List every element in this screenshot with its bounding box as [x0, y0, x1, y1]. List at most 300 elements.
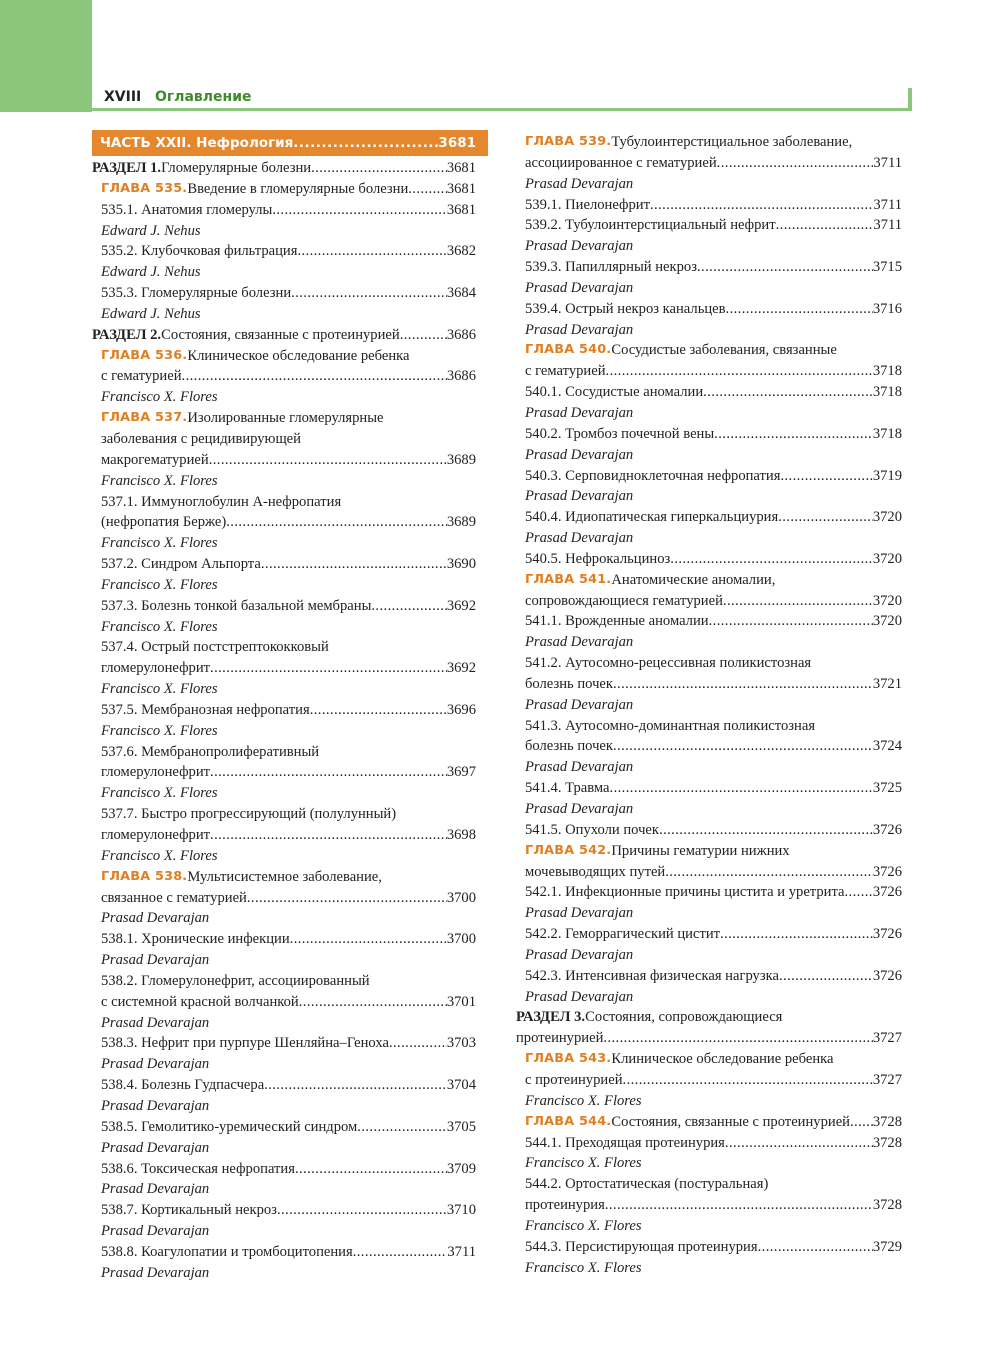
toc-entry-title: 544.2. Ортостатическая (постуральная): [525, 1176, 769, 1193]
toc-entry[interactable]: [516, 674, 902, 695]
toc-author: [516, 945, 902, 966]
dot-leader: [778, 507, 873, 528]
toc-entry-title: 540.4. Идиопатическая гиперкальциурия: [525, 509, 779, 526]
dot-leader: [226, 512, 447, 533]
dot-leader: [371, 596, 446, 617]
toc-entry[interactable]: [92, 971, 476, 992]
toc-entry-number: РАЗДЕЛ 3.: [516, 1009, 586, 1026]
toc-entry[interactable]: [92, 512, 476, 533]
toc-entry-number: ГЛАВА 540.: [525, 342, 612, 358]
dot-leader: [272, 200, 447, 221]
toc-entry-title: протеинурия: [525, 1197, 605, 1214]
toc-page-number: 3704: [446, 1077, 476, 1094]
dot-leader: [613, 674, 873, 695]
toc-author: [92, 1263, 476, 1284]
toc-author-name: Prasad Devarajan: [525, 801, 634, 817]
toc-entry-number: ГЛАВА 542.: [525, 842, 612, 858]
toc-author: [92, 846, 476, 867]
toc-chapter[interactable]: [516, 132, 902, 153]
toc-author: [92, 1054, 476, 1075]
toc-entry-title: с гематурией: [101, 368, 182, 385]
toc-chapter[interactable]: [516, 1112, 902, 1133]
toc-entry[interactable]: [92, 596, 476, 617]
toc-chapter[interactable]: [516, 1049, 902, 1070]
toc-entry[interactable]: [516, 862, 902, 883]
dot-leader: [247, 888, 447, 909]
toc-page-number: 3701: [446, 993, 476, 1010]
toc-page-number: 3711: [873, 196, 902, 213]
toc-entry-title: гломерулонефрит: [101, 827, 211, 843]
toc-page-number: 3719: [872, 467, 902, 484]
toc-author: [516, 799, 902, 820]
dot-leader: [400, 325, 447, 346]
toc-entry[interactable]: [516, 611, 902, 632]
toc-entry-title: 535.1. Анатомия гломерулы: [101, 201, 273, 218]
dot-leader: [613, 736, 873, 757]
dot-leader: [725, 1133, 873, 1154]
toc-chapter[interactable]: [516, 340, 902, 361]
part-heading-page: 3681: [438, 135, 476, 151]
toc-section[interactable]: [516, 1028, 902, 1049]
toc-author: [516, 632, 902, 653]
dot-leader: [295, 1159, 447, 1180]
toc-entry-title: 539.1. Пиелонефрит: [525, 196, 650, 213]
toc-entry-title: связанное с гематурией: [101, 889, 247, 906]
toc-chapter[interactable]: [516, 841, 902, 862]
toc-author: [516, 236, 902, 257]
toc-author: [516, 445, 902, 466]
toc-author-name: Prasad Devarajan: [525, 404, 634, 421]
toc-section[interactable]: [516, 1007, 902, 1028]
toc-entry[interactable]: [516, 215, 902, 236]
toc-author: [92, 471, 476, 492]
dot-leader: [670, 549, 873, 570]
toc-author-name: Prasad Devarajan: [101, 1264, 210, 1281]
toc-author: [516, 1258, 902, 1279]
toc-entry-title: 541.3. Аутосомно-доминантная поликистозная: [525, 717, 816, 734]
toc-entry-title: заболевания с рецидивирующей: [101, 430, 301, 447]
dot-leader: [697, 257, 873, 278]
dot-leader: [717, 153, 874, 174]
toc-entry[interactable]: [516, 153, 902, 174]
toc-entry[interactable]: [92, 658, 476, 679]
dot-leader: [209, 450, 447, 471]
toc-author-name: Prasad Devarajan: [525, 488, 634, 505]
toc-author: [516, 174, 902, 195]
toc-author-name: Prasad Devarajan: [101, 1181, 210, 1198]
toc-author-name: Francisco X. Flores: [101, 785, 218, 802]
toc-page-number: 3681: [446, 180, 476, 197]
dot-leader: [665, 862, 873, 883]
header-rule-end: [908, 88, 912, 111]
toc-entry-title: с системной красной волчанкой: [101, 993, 299, 1010]
toc-author-name: Prasad Devarajan: [525, 634, 634, 651]
toc-entry-title: 542.2. Геморрагический цистит: [525, 926, 721, 943]
toc-entry-number: ГЛАВА 535.: [101, 180, 188, 196]
toc-author-name: Prasad Devarajan: [525, 446, 634, 463]
toc-entry-title: Клиническое обследование ребенка: [611, 1051, 834, 1068]
dot-leader: [297, 241, 446, 262]
toc-author-name: Prasad Devarajan: [101, 1014, 210, 1031]
toc-entry-title: 537.5. Мембранозная нефропатия: [101, 701, 310, 718]
dot-leader: [353, 1242, 448, 1263]
dot-leader: [290, 929, 447, 950]
toc-entry[interactable]: [92, 700, 476, 721]
toc-entry[interactable]: [92, 241, 476, 262]
toc-entry-title: Введение в гломерулярные болезни: [187, 180, 409, 197]
dot-leader: [659, 820, 873, 841]
toc-entry[interactable]: [516, 778, 902, 799]
toc-author-name: Prasad Devarajan: [101, 1139, 210, 1156]
toc-author: [92, 1096, 476, 1117]
toc-author-name: Prasad Devarajan: [525, 321, 634, 338]
toc-author: [92, 950, 476, 971]
toc-entry-title: Клиническое обследование ребенка: [187, 347, 410, 364]
toc-entry[interactable]: [92, 366, 476, 387]
toc-page-number: 3718: [872, 384, 902, 401]
toc-page-number: 3711: [873, 217, 902, 234]
green-corner-tab: [0, 0, 92, 112]
page-number: XVIII: [104, 89, 142, 105]
toc-entry[interactable]: [516, 1237, 902, 1258]
toc-entry[interactable]: [92, 825, 476, 846]
toc-author: [92, 387, 476, 408]
part-heading-leader: [293, 130, 438, 156]
toc-entry-title: гломерулонефрит: [101, 660, 211, 677]
toc-entry-number: ГЛАВА 538.: [101, 868, 188, 884]
toc-entry[interactable]: [92, 1242, 476, 1263]
toc-entry-title: 538.6. Токсическая нефропатия: [101, 1160, 295, 1177]
toc-author: [92, 679, 476, 700]
toc-entry-title: с протеинурией: [525, 1071, 623, 1088]
toc-author-name: Francisco X. Flores: [101, 722, 218, 739]
toc-author: [516, 528, 902, 549]
toc-author: [516, 1091, 902, 1112]
dot-leader: [603, 1028, 872, 1049]
dot-leader: [845, 882, 873, 903]
toc-page-number: 3726: [872, 884, 902, 901]
toc-author-name: Prasad Devarajan: [525, 696, 634, 713]
toc-entry-title: 540.1. Сосудистые аномалии: [525, 384, 704, 401]
toc-entry[interactable]: [516, 653, 902, 674]
toc-page-number: 3720: [872, 613, 902, 630]
toc-entry-number: ГЛАВА 537.: [101, 410, 188, 426]
dot-leader: [709, 611, 873, 632]
toc-entry[interactable]: [516, 507, 902, 528]
toc-entry[interactable]: [516, 820, 902, 841]
toc-author: [92, 575, 476, 596]
toc-entry[interactable]: [92, 742, 476, 763]
toc-entry-title: 540.5. Нефрокальциноз: [525, 550, 671, 567]
toc-entry[interactable]: [92, 929, 476, 950]
toc-author-name: Francisco X. Flores: [525, 1259, 642, 1276]
toc-page-number: 3696: [446, 701, 476, 718]
toc-entry[interactable]: [92, 762, 476, 783]
page-title: Оглавление: [155, 89, 252, 105]
toc-entry[interactable]: [92, 637, 476, 658]
toc-page-number: 3728: [872, 1134, 902, 1151]
toc-entry-title: 537.1. Иммуноглобулин А-нефропатия: [101, 493, 342, 510]
toc-entry-number: ГЛАВА 544.: [525, 1113, 612, 1129]
dot-leader: [726, 299, 873, 320]
toc-author: [516, 1153, 902, 1174]
toc-entry-number: ГЛАВА 539.: [525, 134, 612, 149]
dot-leader: [299, 992, 447, 1013]
toc-page-number: 3728: [872, 1113, 902, 1130]
toc-author: [92, 304, 476, 325]
toc-page-number: 3682: [446, 243, 476, 260]
toc-page-number: 3727: [872, 1071, 902, 1088]
toc-entry-title: 542.1. Инфекционные причины цистита и уретрита: [525, 884, 845, 901]
toc-author: [92, 721, 476, 742]
toc-entry-number: РАЗДЕЛ 1.: [92, 160, 162, 176]
toc-entry-title: Причины гематурии нижних: [611, 842, 790, 859]
toc-entry-number: ГЛАВА 543.: [525, 1051, 612, 1067]
toc-entry-title: (нефропатия Берже): [101, 514, 227, 531]
dot-leader: [291, 283, 447, 304]
toc-entry-title: 541.4. Травма: [525, 780, 610, 797]
toc-author: [516, 320, 902, 341]
toc-entry-title: 538.8. Коагулопатии и тромбоцитопения: [101, 1243, 353, 1260]
toc-entry[interactable]: [92, 492, 476, 513]
toc-page-number: 3728: [872, 1197, 902, 1214]
toc-entry[interactable]: [516, 424, 902, 445]
toc-author: [516, 403, 902, 424]
toc-page-number: 3718: [872, 363, 902, 380]
toc-entry[interactable]: [516, 299, 902, 320]
toc-author-name: Prasad Devarajan: [525, 279, 634, 296]
toc-chapter[interactable]: [92, 346, 476, 367]
dot-leader: [758, 1237, 873, 1258]
toc-page-number: 3718: [872, 425, 902, 442]
toc-entry-title: 538.3. Нефрит при пурпуре Шенляйна–Геноха: [101, 1035, 389, 1052]
toc-entry-title: Тубулоинтерстициальное заболевание,: [611, 134, 853, 150]
toc-entry[interactable]: [516, 257, 902, 278]
toc-page-number: 3726: [872, 821, 902, 838]
toc-entry[interactable]: [516, 882, 902, 903]
toc-page-number: 3700: [446, 889, 476, 906]
toc-entry[interactable]: [92, 283, 476, 304]
toc-entry-title: 539.3. Папиллярный некроз: [525, 259, 697, 276]
toc-page-number: 3726: [872, 967, 902, 984]
toc-chapter[interactable]: [516, 570, 902, 591]
toc-author-name: Francisco X. Flores: [525, 1092, 642, 1109]
toc-entry-title: 541.1. Врожденные аномалии: [525, 613, 709, 630]
toc-entry[interactable]: [516, 361, 902, 382]
toc-entry-title: Сосудистые заболевания, связанные: [611, 342, 837, 359]
part-heading[interactable]: [100, 130, 476, 156]
toc-section[interactable]: [92, 158, 476, 179]
toc-entry[interactable]: [92, 1159, 476, 1180]
dot-leader: [261, 554, 447, 575]
toc-entry-number: РАЗДЕЛ 2.: [92, 326, 162, 343]
toc-page-number: 3720: [872, 592, 902, 609]
toc-page-number: 3686: [446, 368, 476, 385]
toc-author-name: Prasad Devarajan: [525, 988, 634, 1005]
toc-entry-title: макрогематурией: [101, 451, 209, 468]
toc-entry-title: 537.2. Синдром Альпорта: [101, 556, 261, 573]
toc-entry-title: Гломерулярные болезни: [161, 160, 312, 176]
toc-page-number: 3720: [872, 550, 902, 567]
toc-entry[interactable]: [516, 924, 902, 945]
toc-entry-title: 538.4. Болезнь Гудпасчера: [101, 1077, 265, 1094]
dot-leader: [623, 1070, 873, 1091]
toc-author: [516, 903, 902, 924]
toc-entry[interactable]: [92, 200, 476, 221]
toc-entry[interactable]: [516, 1133, 902, 1154]
dot-leader: [310, 700, 447, 721]
dot-leader: [776, 215, 874, 236]
toc-page-number: 3711: [447, 1243, 476, 1260]
toc-entry-title: Анатомические аномалии,: [611, 571, 776, 588]
toc-entry-title: 538.5. Гемолитико-уремический синдром: [101, 1118, 358, 1135]
toc-entry-title: 544.3. Персистирующая протеинурия: [525, 1238, 758, 1255]
toc-entry-title: Изолированные гломерулярные: [187, 410, 384, 427]
toc-entry[interactable]: [92, 888, 476, 909]
toc-entry-title: 537.4. Острый постстрептококковый: [101, 639, 329, 656]
toc-author: [516, 1216, 902, 1237]
toc-entry[interactable]: [516, 382, 902, 403]
toc-chapter[interactable]: [92, 408, 476, 429]
toc-entry-title: 538.1. Хронические инфекции: [101, 931, 290, 948]
toc-page-number: 3703: [446, 1035, 476, 1052]
toc-entry-title: 537.3. Болезнь тонкой базальной мембраны: [101, 597, 372, 614]
toc-page-number: 3700: [446, 931, 476, 948]
toc-author-name: Prasad Devarajan: [525, 175, 634, 192]
toc-entry-title: сопровождающиеся гематурией: [525, 592, 723, 609]
dot-leader: [779, 966, 873, 987]
toc-entry[interactable]: [516, 1174, 902, 1195]
toc-entry[interactable]: [516, 549, 902, 570]
toc-author: [92, 783, 476, 804]
toc-page-number: 3729: [872, 1238, 902, 1255]
toc-entry-title: с гематурией: [525, 363, 606, 380]
dot-leader: [210, 762, 447, 783]
toc-entry[interactable]: [516, 1070, 902, 1091]
toc-author: [92, 533, 476, 554]
toc-page-number: 3726: [872, 863, 902, 880]
toc-entry[interactable]: [92, 1075, 476, 1096]
toc-entry-title: 538.7. Кортикальный некроз: [101, 1202, 277, 1219]
toc-page-number: 3727: [872, 1030, 902, 1047]
toc-entry-number: ГЛАВА 541.: [525, 571, 612, 587]
toc-entry[interactable]: [92, 1200, 476, 1221]
toc-entry-title: 544.1. Преходящая протеинурия: [525, 1134, 725, 1151]
toc-entry[interactable]: [516, 1195, 902, 1216]
toc-author-name: Francisco X. Flores: [525, 1217, 642, 1234]
toc-author: [92, 221, 476, 242]
dot-leader: [277, 1200, 447, 1221]
toc-entry[interactable]: [516, 966, 902, 987]
toc-entry[interactable]: [92, 1033, 476, 1054]
dot-leader: [311, 158, 447, 179]
toc-entry-title: 537.6. Мембранопролиферативный: [101, 743, 320, 760]
toc-entry-title: гломерулонефрит: [101, 764, 211, 781]
toc-page-number: 3721: [872, 675, 902, 692]
toc-author-name: Prasad Devarajan: [101, 910, 210, 927]
dot-leader: [408, 179, 447, 200]
toc-entry[interactable]: [516, 591, 902, 612]
toc-author-name: Francisco X. Flores: [101, 472, 218, 489]
toc-page-number: 3681: [446, 160, 476, 176]
toc-entry[interactable]: [516, 716, 902, 737]
toc-page-number: 3720: [872, 509, 902, 526]
toc-page-number: 3711: [873, 154, 902, 171]
toc-author: [92, 1013, 476, 1034]
toc-page-number: 3726: [872, 926, 902, 943]
toc-entry-title: протеинурией: [516, 1030, 604, 1047]
toc-author-name: Prasad Devarajan: [525, 759, 634, 776]
toc-entry-title: болезнь почек: [525, 675, 613, 692]
toc-author-name: Francisco X. Flores: [101, 389, 218, 406]
toc-entry-title: 540.2. Тромбоз почечной вены: [525, 425, 715, 442]
toc-page-number: 3689: [446, 451, 476, 468]
toc-entry[interactable]: [92, 554, 476, 575]
toc-entry[interactable]: [92, 992, 476, 1013]
toc-entry[interactable]: [92, 804, 476, 825]
toc-page-number: 3709: [446, 1160, 476, 1177]
toc-author: [92, 1221, 476, 1242]
toc-page-number: 3716: [872, 300, 902, 317]
toc-entry[interactable]: [516, 736, 902, 757]
toc-page-number: 3698: [446, 827, 476, 843]
toc-author-name: Prasad Devarajan: [101, 952, 210, 969]
toc-chapter[interactable]: [92, 179, 476, 200]
toc-entry-title: Состояния, связанные с протеинурией: [161, 326, 400, 343]
dot-leader: [714, 424, 873, 445]
toc-entry-title: 541.5. Опухоли почек: [525, 821, 660, 838]
toc-author: [92, 908, 476, 929]
dot-leader: [606, 361, 873, 382]
toc-entry[interactable]: [516, 195, 902, 216]
toc-entry-title: мочевыводящих путей: [525, 863, 666, 880]
toc-entry-title: болезнь почек: [525, 738, 613, 755]
toc-author-name: Prasad Devarajan: [525, 530, 634, 547]
toc-author: [516, 757, 902, 778]
dot-leader: [210, 658, 447, 679]
toc-entry-title: 541.2. Аутосомно-рецессивная поликистозная: [525, 655, 812, 672]
toc-entry[interactable]: [92, 1117, 476, 1138]
toc-author-name: Edward J. Nehus: [101, 264, 201, 281]
toc-entry[interactable]: [92, 429, 476, 450]
toc-author-name: Francisco X. Flores: [101, 847, 218, 864]
dot-leader: [850, 1112, 873, 1133]
toc-entry[interactable]: [92, 450, 476, 471]
toc-author: [516, 486, 902, 507]
dot-leader: [723, 591, 873, 612]
part-heading-label: ЧАСТЬ XXII. Нефрология: [100, 135, 294, 151]
toc-entry[interactable]: [516, 466, 902, 487]
toc-section[interactable]: [92, 325, 476, 346]
dot-leader: [264, 1075, 447, 1096]
toc-author: [92, 1138, 476, 1159]
toc-chapter[interactable]: [92, 867, 476, 888]
dot-leader: [610, 778, 873, 799]
toc-page-number: 3705: [446, 1118, 476, 1135]
toc-author: [92, 1179, 476, 1200]
toc-column-right: [516, 132, 902, 1278]
toc-page-number: 3690: [446, 556, 476, 573]
toc-entry-title: 537.7. Быстро прогрессирующий (полулунный): [101, 806, 397, 823]
dot-leader: [182, 366, 447, 387]
toc-page-number: 3724: [872, 738, 902, 755]
toc-page-number: 3725: [872, 780, 902, 797]
toc-author: [92, 617, 476, 638]
toc-page-number: 3715: [872, 259, 902, 276]
toc-entry-title: Мультисистемное заболевание,: [187, 868, 382, 885]
toc-author-name: Prasad Devarajan: [525, 905, 634, 922]
toc-page-number: 3710: [446, 1202, 476, 1219]
